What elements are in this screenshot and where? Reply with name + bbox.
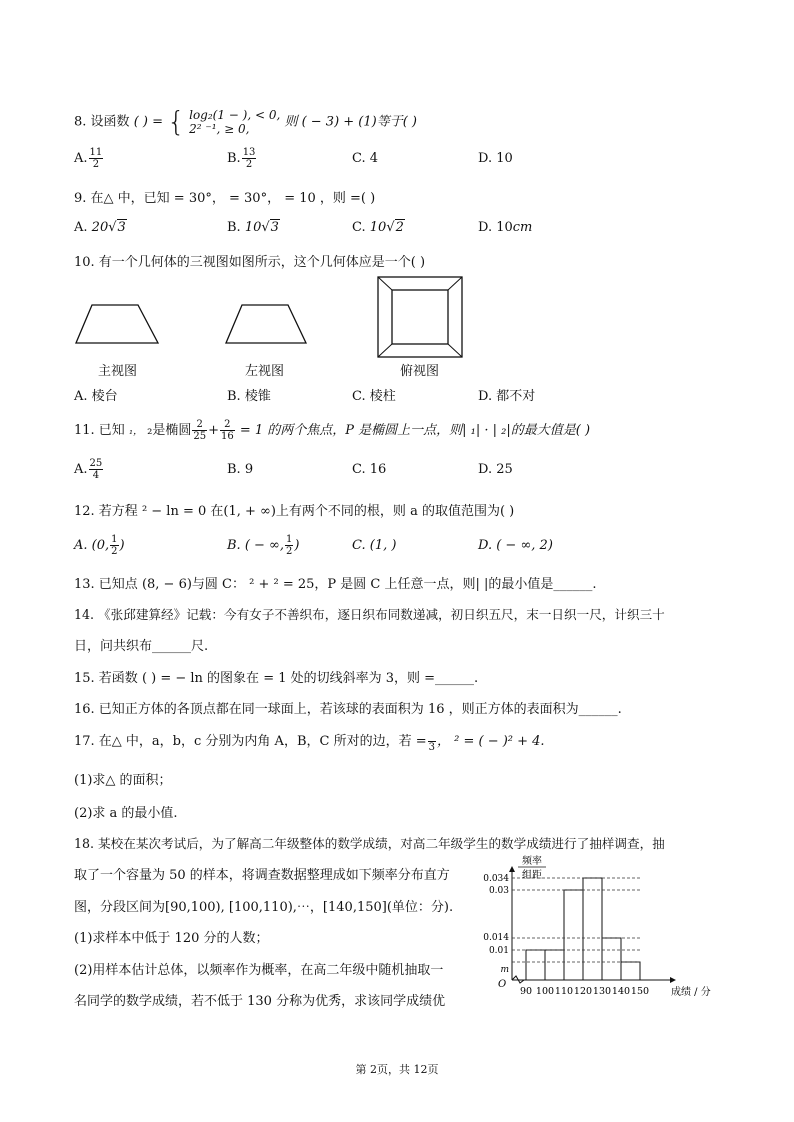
q12-option-a (74, 534, 125, 557)
q8-option-b (227, 147, 257, 170)
q12-stem: 12. 若方程 ² − ln = 0 在(1, + ∞)上有两个不同的根，则 a 的取值范围为( ) (74, 504, 515, 519)
q12-b-prefix: B. ( − ∞, (227, 538, 285, 553)
q18-line-3: 图，分段区间为[90,100), [100,110),⋯，[140,150](单位：分). (74, 900, 454, 915)
x-tick-label-3: 110 (554, 986, 574, 997)
q10-option-d: D. 都不对 (478, 389, 536, 404)
q9-option-c: C. 10√2 (352, 220, 404, 235)
x-tick-label-4: 120 (573, 986, 593, 997)
q8-suffix: 则 ( − 3) + (1)等于( ) (284, 114, 417, 130)
q11-frac1-den: 25 (193, 431, 207, 442)
q11-frac2-den: 16 (220, 431, 234, 442)
q8-stem (74, 105, 417, 138)
histogram-bar-1 (526, 950, 545, 980)
q8-a-num: 11 (89, 147, 103, 158)
q9-c-rad: 2 (395, 220, 404, 235)
q8-b-num: 13 (242, 147, 256, 158)
q12-a-den: 2 (111, 546, 118, 557)
q18-line-1: 18. 某校在某次考试后，为了解高二年级整体的数学成绩，对高二年级学生的数学成绩进行了抽样调查，抽 (74, 836, 665, 851)
q9-option-d (478, 220, 532, 235)
q12-a-prefix: A. (0, (74, 538, 110, 553)
q13-stem: 13. 已知点 (8, − 6)与圆 C： ² + ² = 25，P 是圆 C 上任意一点，则| |的最小值是______. (74, 577, 597, 592)
y-tick-label-3: 0.014 (483, 933, 509, 943)
y-label-top: 频率 (522, 856, 542, 867)
q18-part-2-line-2: 名同学的数学成绩，若不低于 130 分称为优秀，求该同学成绩优 (74, 994, 446, 1009)
q17-suffix: ， ² = ( − )² + 4. (436, 734, 545, 749)
q9-c-coef: 10 (369, 220, 387, 235)
q8-piece-1: log₂(1 − ), < 0, (189, 108, 281, 122)
histogram-bar-3 (564, 890, 583, 980)
histogram-bar-6 (621, 962, 640, 980)
q11-option-c: C. 16 (352, 462, 387, 477)
q11-f2: ₂是椭圆 (147, 423, 192, 438)
q11-prefix: 11. 已知 (74, 423, 125, 438)
q11-frac-2 (220, 419, 235, 442)
origin-label: O (498, 979, 507, 990)
q9-option-b: B. 10√3 (227, 220, 279, 235)
q9-b-rad: 3 (270, 220, 279, 235)
q11-plus: + (208, 423, 219, 438)
q17-frac-num (428, 730, 436, 742)
q11-frac1-num: 2 (192, 419, 207, 431)
top-view-edge-2 (448, 277, 462, 290)
x-axis-arrow-icon (670, 977, 676, 983)
q14-line-1: 14. 《张邱建算经》记载：今有女子不善织布，逐日织布同数递减，初日织五尺，末一日织一尺，计织三十 (74, 607, 665, 622)
q11-option-d: D. 25 (478, 462, 513, 477)
x-tick-label-6: 140 (611, 986, 631, 997)
q9-stem: 9. 在△ 中，已知 = 30°， = 30°， = 10 ，则 =( ) (74, 191, 376, 206)
q12-a-suffix: ) (119, 538, 125, 553)
left-view-label: 左视图 (245, 364, 285, 379)
frequency-histogram (474, 852, 714, 1002)
q12-option-c: C. (1, ) (352, 538, 397, 553)
histogram-bar-4 (583, 878, 602, 980)
q10-option-a: A. 棱台 (74, 389, 118, 404)
x-tick-label-2: 100 (535, 986, 555, 997)
q11-option-b: B. 9 (227, 462, 254, 477)
q17-part-2: (2)求 a 的最小值. (74, 806, 178, 821)
q8-fx: ( ) = (133, 114, 163, 130)
q11-a-den: 4 (92, 470, 100, 481)
x-tick-label-1: 90 (519, 986, 533, 997)
q11-a-prefix: A. (74, 462, 88, 477)
top-view-inner-square (392, 290, 448, 344)
top-view-edge-1 (378, 277, 392, 290)
q11-stem (74, 419, 590, 442)
q17-prefix: 17. 在△ 中，a，b，c 分别为内角 A，B，C 所对的边，若 = (74, 734, 427, 749)
q9-a-coef: 20 (91, 220, 109, 235)
q17-part-1: (1)求△ 的面积； (74, 773, 172, 788)
q9-d-unit: cm (512, 220, 533, 235)
front-view-trapezoid (76, 305, 158, 343)
q12-a-num: 1 (111, 534, 118, 545)
y-label-bottom: 组距 (522, 870, 542, 881)
q18-line-2: 取了一个容量为 50 的样本，将调查数据整理成如下频率分布直方 (74, 868, 450, 883)
q12-b-num: 1 (286, 534, 293, 545)
q11-a-frac (89, 458, 104, 481)
q10-option-b: B. 棱锥 (227, 389, 271, 404)
q18-part-2-line-1: (2)用样本估计总体，以频率作为概率，在高二年级中随机抽取一 (74, 963, 444, 978)
q11-suffix: = 1 的两个焦点，P 是椭圆上一点，则| ₁| · | ₂|的最大值是( ) (239, 423, 591, 438)
q12-a-frac (110, 534, 118, 557)
q12-b-den: 2 (286, 546, 293, 557)
q11-option-a (74, 458, 104, 481)
q8-brace-icon: { (167, 105, 185, 138)
q8-option-d: D. 10 (478, 151, 513, 166)
q8-b-prefix: B. (227, 151, 241, 166)
q14-line-2: 日，问共织布______尺. (74, 639, 209, 654)
q15-stem: 15. 若函数 ( ) = − ln 的图象在 = 1 处的切线斜率为 3，则 =______. (74, 671, 479, 686)
front-view-label: 主视图 (98, 364, 138, 379)
q16-stem: 16. 已知正方体的各顶点都在同一球面上，若该球的表面积为 16 ，则正方体的表面积为______. (74, 702, 622, 717)
q17-frac-den: 3 (428, 742, 435, 753)
x-tick-label-7: 150 (630, 986, 650, 997)
x-tick-label-5: 130 (592, 986, 612, 997)
q12-option-b (227, 534, 299, 557)
q10-option-c: C. 棱柱 (352, 389, 396, 404)
q11-frac2-num: 2 (220, 419, 235, 431)
y-tick-label-1: 0.034 (483, 874, 509, 884)
q8-piece-2: 2² ⁻¹, ≥ 0, (189, 122, 250, 136)
q11-f1: ₁， (128, 426, 143, 437)
q9-c-prefix: C. (352, 220, 366, 235)
y-tick-label-5: m (500, 965, 509, 975)
histogram-bar-2 (545, 950, 564, 980)
q8-b-frac (242, 147, 257, 170)
q9-a-prefix: A. (74, 220, 88, 235)
y-tick-label-4: 0.01 (488, 946, 509, 956)
q17-stem (74, 730, 545, 753)
top-view-label: 俯视图 (400, 364, 440, 379)
y-axis-arrow-icon (509, 866, 515, 872)
q17-frac (428, 730, 436, 753)
q9-option-a: A. 20√3 (74, 220, 126, 235)
top-view-edge-3 (378, 344, 392, 357)
q9-b-coef: 10 (244, 220, 262, 235)
top-view-edge-4 (448, 344, 462, 357)
q12-b-frac (285, 534, 293, 557)
q12-b-suffix: ) (294, 538, 300, 553)
q8-prefix: 8. 设函数 (74, 114, 130, 130)
q10-stem: 10. 有一个几何体的三视图如图所示，这个几何体应是一个( ) (74, 255, 426, 270)
q11-frac-1 (192, 419, 207, 442)
q8-a-prefix: A. (74, 151, 88, 166)
x-axis-label: 成绩 / 分 (671, 987, 711, 998)
histogram-bar-5 (602, 938, 621, 980)
q8-pieces (189, 108, 280, 136)
q11-a-num: 25 (89, 458, 103, 469)
y-tick-label-2: 0.03 (488, 886, 509, 896)
q9-b-prefix: B. (227, 220, 241, 235)
q9-d-value: D. 10 (478, 220, 513, 235)
q8-b-den: 2 (245, 159, 253, 170)
q8-a-den: 2 (92, 159, 100, 170)
q9-a-rad: 3 (117, 220, 126, 235)
page-footer: 第 2页，共 12页 (355, 1063, 439, 1076)
q18-part-1: (1)求样本中低于 120 分的人数； (74, 931, 269, 946)
left-view-trapezoid (226, 305, 306, 343)
q12-option-d: D. ( − ∞, 2) (478, 538, 553, 553)
q8-option-c: C. 4 (352, 151, 379, 166)
q8-option-a (74, 147, 104, 170)
q8-a-frac (89, 147, 104, 170)
